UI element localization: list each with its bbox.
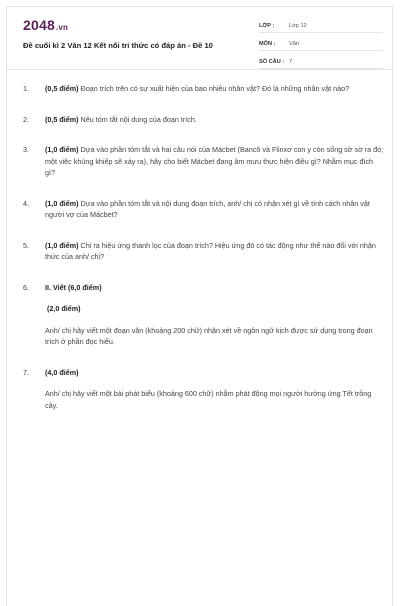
question-item <box>23 114 385 126</box>
meta-row-class <box>259 17 383 33</box>
meta-row-count <box>259 53 383 69</box>
question-points: (1,0 điểm) <box>45 145 79 154</box>
question-list <box>23 83 385 411</box>
logo-main: 2048 <box>23 17 55 33</box>
question-number: 4. <box>23 198 29 208</box>
question-text: Chỉ ra hiệu ứng thanh lọc của đoạn trích? Hiệu ứng đó có tác động như thế nào đối với nhận thức của anh/ chị? <box>45 240 376 261</box>
question-points: (1,0 điểm) <box>45 240 79 250</box>
question-item <box>23 198 385 221</box>
question-points: (4,0 điểm) <box>45 367 79 377</box>
question-number: 6. <box>23 282 29 292</box>
logo-suffix: .vn <box>55 23 69 32</box>
question-number: 1. <box>23 84 29 93</box>
exam-page <box>6 6 393 606</box>
question-number: 7. <box>23 367 29 377</box>
meta-key-count: SỐ CÂU : <box>259 59 285 65</box>
question-item <box>23 240 385 263</box>
question-text: Dựa vào phần tóm tắt và hai câu nói của Mácbet (Bancô và Flinxơ con y còn sống sờ sờ ra đó; một việc khủng khiếp sẽ xảy ra), hãy cho biết Mácbet đang âm mưu thực hiện điều gì? Nhằm mục đích gì? <box>45 145 384 177</box>
question-item <box>23 83 385 95</box>
section-heading: II. Viết (6,0 điểm) <box>45 282 102 292</box>
question-text: Nêu tóm tắt nội dung của đoạn trích. <box>78 114 197 124</box>
question-text: Anh/ chị hãy viết một bài phát biểu (khoảng 600 chữ) nhằm phát động mọi người hưởng ứng Tết trồng cây. <box>45 389 372 410</box>
meta-key-class: LỚP : <box>259 23 275 29</box>
meta-value-class: Lớp 12 <box>289 23 307 29</box>
meta-value-count: 7 <box>289 59 293 65</box>
question-text: Dựa vào phần tóm tắt và nội dung đoạn trích, anh/ chị có nhận xét gì về tính cách nhân vật người vợ của Mácbet? <box>45 198 370 219</box>
question-points: (2,0 điểm) <box>47 304 81 313</box>
question-item <box>23 144 385 179</box>
question-item <box>23 282 385 348</box>
question-number: 3. <box>23 145 29 154</box>
page-header <box>7 7 392 70</box>
question-points: (0,5 điểm) <box>45 114 79 124</box>
site-logo[interactable] <box>23 17 68 33</box>
question-number: 5. <box>23 240 29 250</box>
question-text: Anh/ chị hãy viết một đoạn văn (khoảng 200 chữ) nhận xét về ngôn ngữ kịch được sử dụng trong đoạn trích ở phần đọc hiểu. <box>45 325 373 346</box>
meta-row-subject <box>259 35 383 51</box>
question-text: Đoạn trích trên có sự xuất hiện của bao nhiêu nhân vật? Đó là những nhân vật nào? <box>78 84 350 93</box>
meta-key-subject: MÔN : <box>259 41 276 47</box>
question-number: 2. <box>23 114 29 124</box>
exam-meta <box>259 17 383 71</box>
page-title: Đề cuối kì 2 Văn 12 Kết nối tri thức có đáp án - Đề 10 <box>23 41 213 50</box>
question-points: (0,5 điểm) <box>45 84 79 93</box>
question-points: (1,0 điểm) <box>45 198 79 208</box>
meta-value-subject: Văn <box>289 41 299 47</box>
question-item <box>23 367 385 412</box>
